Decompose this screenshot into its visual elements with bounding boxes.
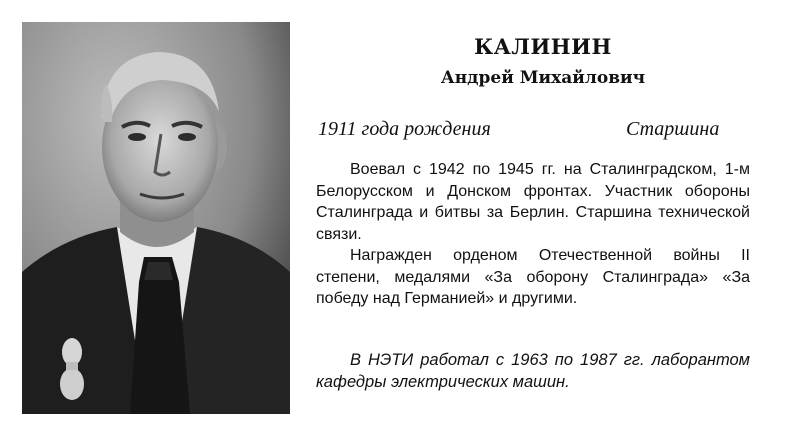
portrait-illustration [22, 22, 290, 414]
portrait-photo [22, 22, 290, 414]
biography [316, 159, 750, 310]
person-surname: КАЛИНИН [474, 34, 612, 59]
person-given-names: Андрей Михайлович [440, 68, 646, 88]
birth-year: 1911 года рождения [318, 118, 491, 140]
military-rank: Старшина [626, 118, 720, 140]
work-history: В НЭТИ работал с 1963 по 1987 гг. лаборантом кафедры электрических машин. [316, 351, 750, 391]
biography-paragraph-awards: Награжден орденом Отечественной войны II степени, медалями «За оборону Сталинграда» «За победу над Германией» и другими. [316, 247, 750, 307]
biography-paragraph-service: Воевал с 1942 по 1945 гг. на Сталинградском, 1-м Белорусском и Донском фронтах. Участник обороны Сталинграда и битвы за Берлин. Старшина технической связи. [316, 161, 750, 243]
